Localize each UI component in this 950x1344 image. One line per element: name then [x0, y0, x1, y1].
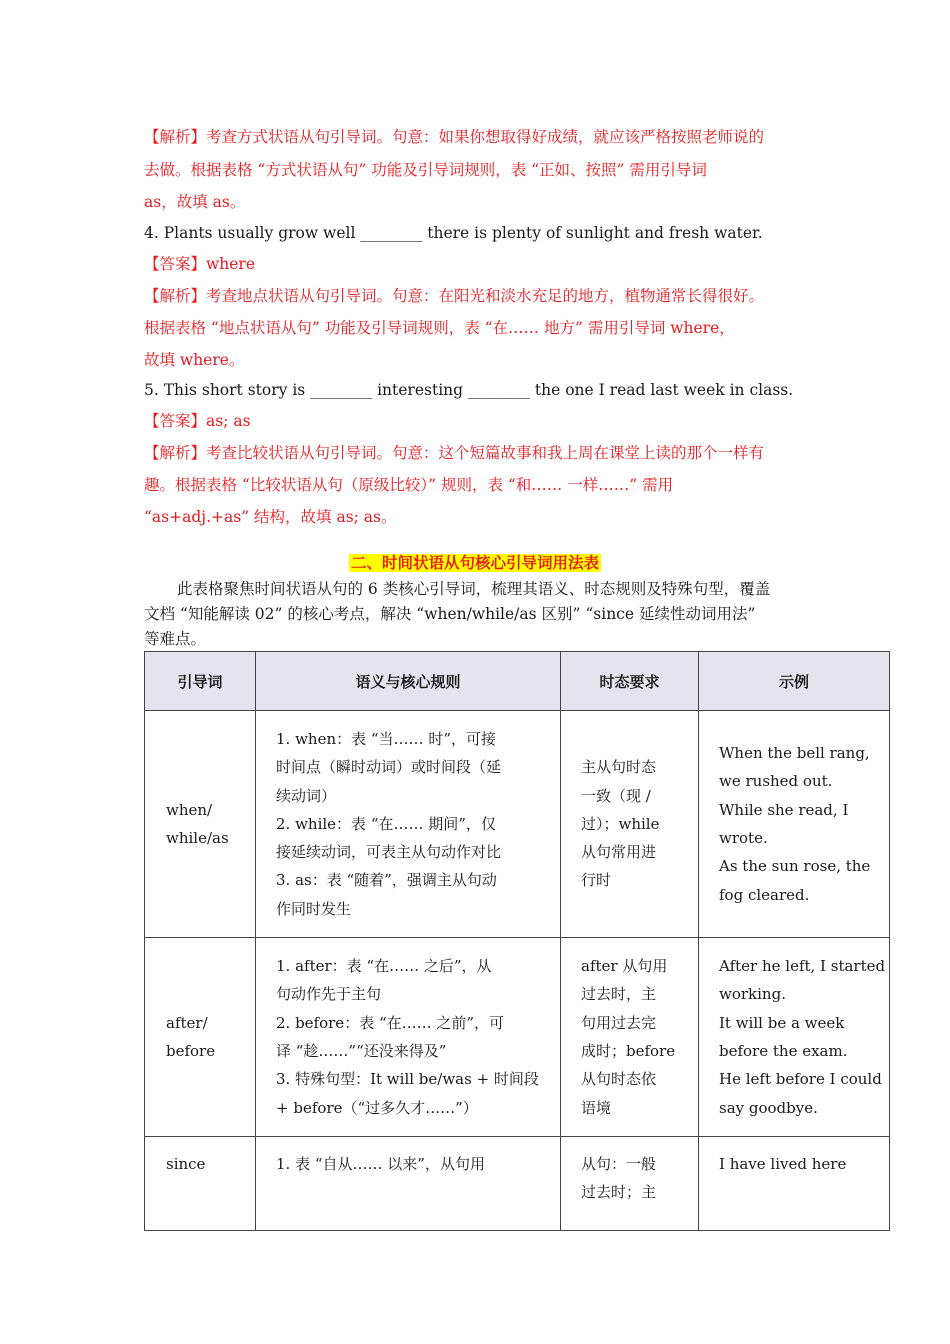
cell-tense [561, 1137, 699, 1231]
cell-line: since [166, 1155, 206, 1173]
cell-line: 1. 表 “自从…… 以来”，从句用 [276, 1155, 485, 1173]
header-example: 示例 [699, 652, 890, 711]
table-row [145, 1137, 890, 1231]
cell-line: 时间点（瞬时动词）或时间段（延 [276, 758, 502, 777]
cell-line: working. [719, 985, 786, 1004]
cell-line: 主从句时态 [581, 758, 657, 777]
cell-line: 过去时，主 [581, 985, 657, 1004]
cell-line: When the bell rang, [719, 744, 870, 763]
cell-line: 过去时；主 [581, 1183, 657, 1202]
analysis-4-line-1: 【解析】考查地点状语从句引导词。句意：在阳光和淡水充足的地方，植物通常长得很好。 [144, 287, 765, 305]
cell-line: 成时；before [581, 1042, 676, 1060]
cell-line: 接延续动词，可表主从句动作对比 [276, 843, 502, 862]
analysis-line-3: as，故填 as。 [144, 193, 246, 211]
cell-line: I have lived here [719, 1155, 847, 1173]
cell-line: when/ [166, 800, 213, 819]
cell-conjunction [145, 938, 256, 1137]
cell-line: 句用过去完 [581, 1013, 657, 1032]
cell-line: 行时 [581, 871, 612, 890]
cell-line: before [166, 1042, 216, 1060]
cell-line: As the sun rose, the [719, 857, 871, 876]
cell-line: 作同时发生 [276, 899, 352, 918]
analysis-5-line-1: 【解析】考查比较状语从句引导词。句意：这个短篇故事和我上周在课堂上读的那个一样有 [144, 444, 765, 462]
cell-conjunction [145, 1137, 256, 1231]
analysis-4-line-2: 根据表格 “地点状语从句” 功能及引导词规则，表 “在…… 地方” 需用引导词 where， [144, 319, 735, 337]
cell-line: 1. when：表 “当…… 时”，可接 [276, 729, 496, 748]
cell-line: say goodbye. [719, 1098, 818, 1117]
question-4: 4. Plants usually grow well ________ there is plenty of sunlight and fresh water. [144, 224, 763, 242]
cell-rules [256, 711, 561, 938]
analysis-line-2: 去做。根据表格 “方式状语从句” 功能及引导词规则，表 “正如、按照” 需用引导词 [144, 161, 707, 179]
cell-line: 2. while：表 “在…… 期间”，仅 [276, 814, 496, 833]
cell-conjunction [145, 711, 256, 938]
cell-line: 从句：一般 [581, 1155, 657, 1173]
analysis-5-line-2: 趣。根据表格 “比较状语从句（原级比较）” 规则，表 “和…… 一样……” 需用 [144, 476, 674, 494]
analysis-line-1: 【解析】考查方式状语从句引导词。句意：如果你想取得好成绩，就应该严格按照老师说的 [144, 128, 765, 146]
cell-line: After he left, I started [719, 957, 886, 976]
cell-line: 3. as：表 “随着”，强调主从句动 [276, 871, 497, 890]
cell-line: 从句常用进 [581, 843, 657, 862]
cell-line: 3. 特殊句型：It will be/was + 时间段 [276, 1070, 539, 1089]
cell-rules [256, 1137, 561, 1231]
analysis-4-line-3: 故填 where。 [144, 351, 245, 369]
conjunction-table [144, 651, 890, 1231]
cell-line: 从句时态依 [581, 1070, 657, 1089]
intro-line-2: 文档 “知能解读 02” 的核心考点，解决 “when/while/as 区别” “since 延续性动词用法” [144, 605, 756, 623]
cell-tense [561, 938, 699, 1137]
table-row [145, 711, 890, 938]
cell-line: after 从句用 [581, 957, 668, 976]
cell-line: 译 “趁……”“还没来得及” [276, 1042, 447, 1060]
cell-example [699, 1137, 890, 1231]
intro-line-1: 此表格聚焦时间状语从句的 6 类核心引导词，梳理其语义、时态规则及特殊句型，覆盖 [177, 580, 771, 598]
cell-line: 句动作先于主句 [276, 985, 382, 1004]
cell-line: He left before I could [719, 1070, 882, 1089]
cell-tense [561, 711, 699, 938]
cell-line: + before（“过多久才……”） [276, 1098, 478, 1117]
cell-line: 1. after：表 “在…… 之后”，从 [276, 957, 492, 976]
cell-example [699, 711, 890, 938]
cell-line: 2. before：表 “在…… 之前”，可 [276, 1013, 505, 1032]
cell-line: wrote. [719, 829, 768, 847]
cell-line: It will be a week [719, 1013, 845, 1032]
cell-line: after/ [166, 1013, 208, 1032]
cell-line: 过）；while [581, 814, 660, 833]
analysis-5-line-3: “as+adj.+as” 结构，故填 as; as。 [144, 508, 397, 526]
header-meaning-rules: 语义与核心规则 [256, 652, 561, 711]
cell-line: 一致（现 / [581, 786, 651, 805]
answer-4: 【答案】where [144, 255, 256, 273]
cell-line: while/as [166, 829, 229, 847]
cell-rules [256, 938, 561, 1137]
question-5: 5. This short story is ________ interesting ________ the one I read last week in class. [144, 381, 794, 399]
table-row [145, 938, 890, 1137]
table-header-row [145, 652, 890, 711]
cell-line: 语境 [581, 1098, 612, 1117]
cell-example [699, 938, 890, 1137]
section-heading-text: 二、时间状语从句核心引导词用法表 [350, 554, 599, 572]
intro-line-3: 等难点。 [144, 630, 207, 648]
answer-5: 【答案】as; as [144, 412, 251, 430]
header-conjunction: 引导词 [145, 652, 256, 711]
cell-line: before the exam. [719, 1042, 848, 1060]
cell-line: we rushed out. [719, 772, 833, 791]
header-tense: 时态要求 [561, 652, 699, 711]
section-heading [0, 553, 950, 573]
cell-line: While she read, I [719, 800, 849, 819]
cell-line: fog cleared. [719, 885, 810, 904]
cell-line: 续动词） [276, 786, 337, 805]
